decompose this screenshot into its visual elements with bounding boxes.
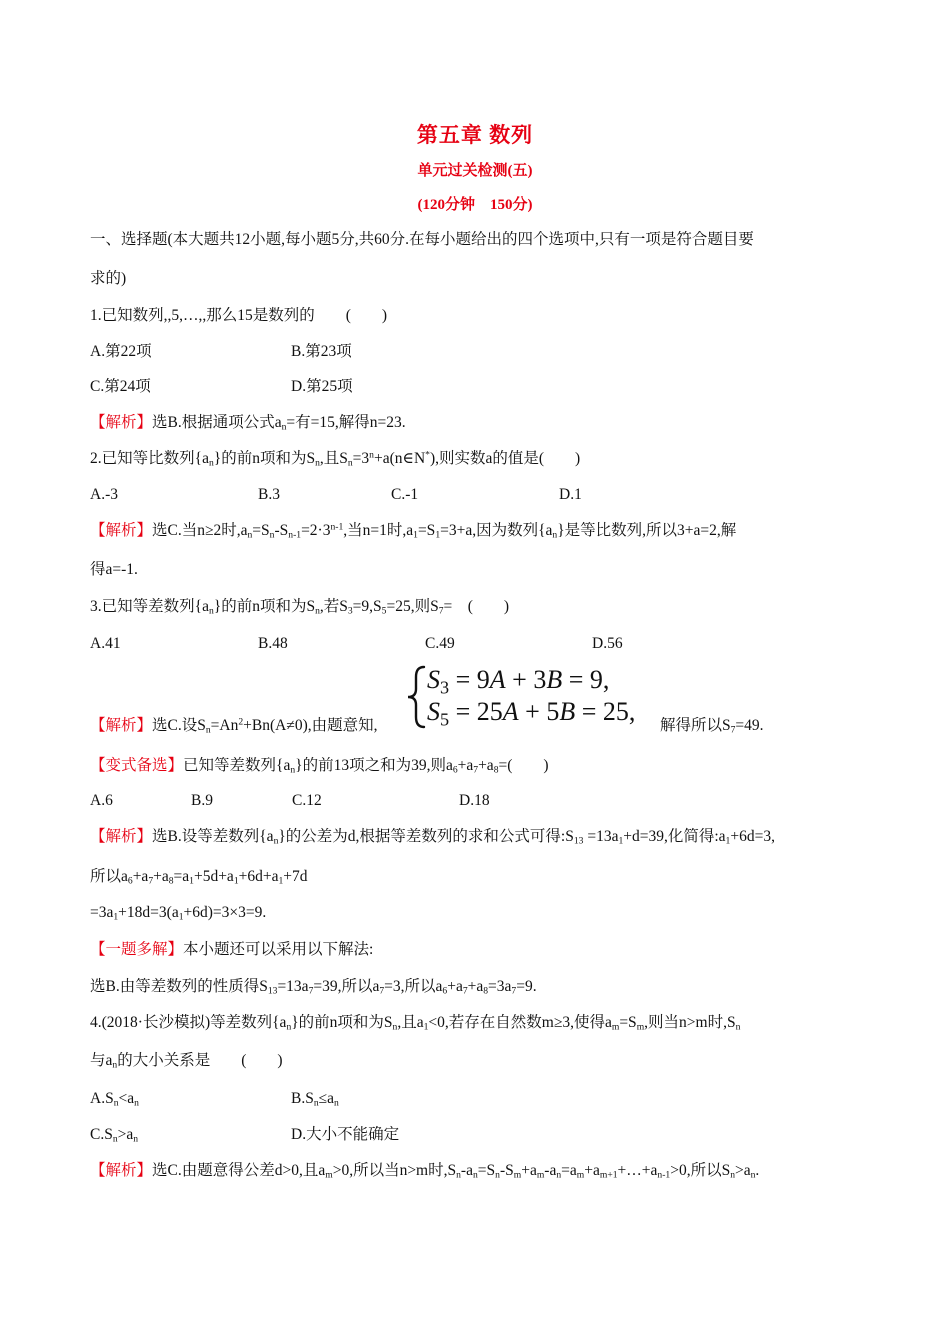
subscript: n: [313, 1097, 319, 1109]
subscript: n: [281, 421, 287, 433]
subscript: 1: [178, 911, 184, 923]
text-run: -a: [544, 1162, 557, 1179]
text-run: +a: [478, 757, 494, 774]
q3-option-d: D.56: [592, 635, 623, 652]
text-run: 选C.由题意得公差d>0,且a: [152, 1162, 326, 1179]
q4-solution: [90, 1161, 759, 1181]
section-label: 【解析】: [90, 1162, 153, 1179]
q3-stem: [90, 597, 509, 617]
q1-option-c: C.第24项: [90, 378, 151, 395]
text-run: 3.已知等差数列{a: [90, 598, 209, 615]
text-run: =S: [417, 522, 436, 539]
text-run: >a: [735, 1162, 751, 1179]
subscript: 1: [278, 875, 284, 887]
text-run: =9.: [516, 978, 537, 995]
text-run: >0,所以S: [670, 1162, 731, 1179]
subscript: 7: [379, 985, 385, 997]
text-run: ,若S: [319, 598, 348, 615]
text-run: +a: [132, 868, 149, 885]
subscript: 13: [267, 985, 278, 997]
q3-solution-tail: [660, 716, 764, 736]
alternative-label: [90, 940, 373, 960]
subscript: n: [347, 457, 353, 469]
q1-option-b: B.第23项: [291, 343, 352, 360]
subscript: 6: [442, 985, 448, 997]
q1-stem: 1.已知数列,,5,…,,那么15是数列的 ( ): [90, 307, 388, 324]
q1-option-a: A.第22项: [90, 343, 152, 360]
subscript: n: [315, 457, 320, 469]
text-run: }的前n项和为S: [213, 598, 316, 615]
text-run: ,则当n>m时,S: [644, 1014, 736, 1031]
subscript: 7: [511, 985, 517, 997]
superscript: 2: [238, 716, 244, 728]
q2-solution-line-1: [90, 521, 736, 541]
text-run: +5d+a: [193, 868, 234, 885]
text-run: ,且a: [397, 1014, 424, 1031]
subscript: n: [392, 1021, 398, 1033]
text-run: =13a: [583, 828, 619, 845]
subscript: m: [536, 1169, 545, 1181]
q2-option-d: D.1: [559, 486, 582, 503]
math-variable: B: [546, 665, 563, 694]
section-label: 【解析】: [90, 828, 153, 845]
subscript: n: [286, 1021, 292, 1033]
subscript: n: [208, 605, 214, 617]
subscript: 1: [725, 835, 731, 847]
math-variable: B: [559, 697, 576, 726]
subscript: m+1: [599, 1169, 618, 1181]
text-run: +6d)=3×3=9.: [183, 904, 267, 921]
subscript: 1: [413, 529, 418, 541]
text-run: }是等比数列,所以3+a=2,解: [557, 522, 737, 539]
text-run: A.S: [90, 1090, 114, 1107]
subscript: n: [208, 457, 214, 469]
text-run: =3: [352, 450, 370, 467]
text-run: +Bn(A≠0),由题意知,: [243, 717, 378, 734]
text-run: -S: [274, 522, 289, 539]
text-run: 选B.设等差数列{a: [152, 828, 274, 845]
subscript: 3: [347, 605, 353, 617]
subscript: n: [495, 1169, 500, 1181]
text-run: =25,则S: [386, 598, 439, 615]
text-run: ,当n=1时,a: [343, 522, 414, 539]
subscript: n: [205, 724, 211, 736]
subscript: n: [269, 529, 275, 541]
q4-option-b: [291, 1089, 339, 1109]
subscript: n: [456, 1169, 461, 1181]
subscript: 1: [423, 1021, 429, 1033]
q2-solution-line-2: 得a=-1.: [90, 561, 138, 578]
subscript: n: [750, 1169, 756, 1181]
subscript: 1: [435, 529, 441, 541]
q4-option-a: [90, 1089, 139, 1109]
subscript: n: [247, 529, 253, 541]
variant-option-c: C.12: [292, 792, 322, 809]
q4-stem-line-2: [90, 1051, 283, 1071]
text-run: = ( ): [443, 598, 510, 615]
text-run: +6d+a: [238, 868, 279, 885]
text-run: +a: [584, 1162, 600, 1179]
text-run: 选B.根据通项公式a: [152, 414, 282, 431]
text-run: =3a: [488, 978, 512, 995]
text-run: = 25,: [575, 697, 636, 726]
text-run: = 9,: [562, 665, 610, 694]
section-label: 【解析】: [90, 414, 153, 431]
subscript: n: [134, 1097, 139, 1109]
subscript: 7: [730, 724, 736, 736]
text-run: 与a: [90, 1052, 113, 1069]
text-run: 的大小关系是 ( ): [117, 1052, 283, 1069]
variant-option-b: B.9: [191, 792, 213, 809]
text-run: 选C.设S: [152, 717, 206, 734]
text-run: =S: [477, 1162, 496, 1179]
subscript: 6: [127, 875, 133, 887]
subscript: 7: [308, 985, 314, 997]
text-run: }的前13项之和为39,则a: [295, 757, 453, 774]
variant-solution-line-3: [90, 903, 266, 923]
text-run: <0,若存在自然数m≥3,使得a: [428, 1014, 612, 1031]
text-run: -a: [460, 1162, 473, 1179]
text-run: .: [755, 1162, 760, 1179]
text-run: }的前n项和为S: [291, 1014, 393, 1031]
text-run: 本小题还可以采用以下解法:: [183, 941, 374, 958]
text-run: +a(n∈N: [373, 450, 426, 467]
section-heading-line-1: 一、选择题(本大题共12小题,每小题5分,共60分.在每小题给出的四个选项中,只有一项是符合题目要: [90, 231, 754, 248]
text-run: =3a: [90, 904, 114, 921]
subscript: n: [472, 1169, 478, 1181]
text-run: =39,所以a: [313, 978, 380, 995]
subscript: n: [273, 835, 279, 847]
subscript: n: [112, 1059, 118, 1071]
q3-equation-1: [427, 664, 609, 696]
q3-option-b: B.48: [258, 635, 288, 652]
text-run: B.S: [291, 1090, 314, 1107]
subscript: 7: [462, 985, 468, 997]
text-run: + 3: [505, 665, 547, 694]
q2-option-b: B.3: [258, 486, 280, 503]
subscript: 8: [483, 985, 489, 997]
q2-option-a: A.-3: [90, 486, 118, 503]
math-variable: S: [427, 665, 440, 694]
subscript: n-1: [657, 1169, 671, 1181]
q3-equation-2: [427, 696, 635, 728]
text-run: }的前n项和为S: [213, 450, 316, 467]
text-run: 4.(2018·长沙模拟)等差数列{a: [90, 1014, 287, 1031]
text-run: +18d=3(a: [118, 904, 179, 921]
subscript: 6: [452, 764, 458, 776]
superscript: *: [425, 449, 430, 461]
subscript: n: [315, 605, 320, 617]
text-run: =( ): [498, 757, 549, 774]
text-run: =3,所以a: [384, 978, 443, 995]
subscript: 8: [168, 875, 174, 887]
subscript: 8: [493, 764, 499, 776]
text-run: <a: [118, 1090, 135, 1107]
text-run: =a: [173, 868, 190, 885]
q4-option-c: [90, 1125, 138, 1145]
variant-option-a: A.6: [90, 792, 113, 809]
subscript: n-1: [288, 529, 302, 541]
text-run: +a: [521, 1162, 537, 1179]
text-run: =S: [619, 1014, 637, 1031]
text-run: +7d: [283, 868, 308, 885]
section-heading-line-2: 求的): [90, 270, 127, 287]
q2-stem: [90, 449, 580, 469]
text-run: }的公差为d,根据等差数列的求和公式可得:S: [278, 828, 574, 845]
text-run: 选C.当n≥2时,a: [152, 522, 248, 539]
subscript: n: [112, 1133, 118, 1145]
text-run: =13a: [277, 978, 309, 995]
section-label: 【解析】: [90, 522, 153, 539]
q4-stem-line-1: [90, 1013, 740, 1033]
variant-solution-line-2: [90, 867, 308, 887]
section-label: 【解析】: [90, 717, 153, 734]
q3-option-a: A.41: [90, 635, 121, 652]
subscript: m: [325, 1169, 333, 1181]
subscript: m: [576, 1169, 585, 1181]
variant-stem: [90, 756, 549, 776]
subscript: n: [334, 1097, 339, 1109]
subscript: n: [133, 1133, 139, 1145]
variant-solution-line-1: [90, 827, 775, 847]
math-variable: A: [489, 665, 506, 694]
text-run: ,且S: [319, 450, 348, 467]
subscript: m: [513, 1169, 522, 1181]
superscript: n-1: [330, 521, 344, 533]
text-run: =9,S: [352, 598, 382, 615]
text-run: +a: [457, 757, 474, 774]
text-run: =49.: [735, 717, 764, 734]
subscript: 7: [148, 875, 154, 887]
text-run: = 9: [449, 665, 490, 694]
subscript: m: [611, 1021, 620, 1033]
text-run: +6d=3,: [730, 828, 775, 845]
math-variable: A: [502, 697, 519, 726]
q2-option-c: C.-1: [391, 486, 419, 503]
text-run: =a: [561, 1162, 577, 1179]
subscript: n: [113, 1097, 119, 1109]
subscript: n: [730, 1169, 735, 1181]
subscript: 5: [440, 709, 450, 730]
text-run: =S: [252, 522, 270, 539]
text-run: ),则实数a的值是( ): [429, 450, 581, 467]
text-run: 选B.由等差数列的性质得S: [90, 978, 268, 995]
alternative-solution-text: [90, 977, 537, 997]
subscript: n: [290, 764, 296, 776]
subscript: n: [735, 1021, 741, 1033]
q1-solution: [90, 413, 406, 433]
subscript: 1: [618, 835, 624, 847]
subscript: n: [556, 1169, 562, 1181]
text-run: +a: [153, 868, 169, 885]
text-run: + 5: [518, 697, 560, 726]
text-run: -S: [499, 1162, 514, 1179]
section-label: 【一题多解】: [90, 941, 184, 958]
subscript: n: [552, 529, 558, 541]
unit-title: 单元过关检测(五): [417, 163, 533, 179]
variant-option-d: D.18: [459, 792, 490, 809]
text-run: >a: [117, 1126, 134, 1143]
q3-option-c: C.49: [425, 635, 455, 652]
subscript: 5: [381, 605, 387, 617]
text-run: 所以a: [90, 868, 128, 885]
superscript: n: [369, 449, 374, 461]
text-run: =2·3: [301, 522, 331, 539]
subscript: 1: [113, 911, 119, 923]
chapter-title: 第五章 数列: [416, 123, 534, 147]
subscript: 13: [573, 835, 584, 847]
q1-option-d: D.第25项: [291, 378, 353, 395]
subscript: 7: [473, 764, 479, 776]
section-label: 【变式备选】: [90, 757, 184, 774]
time-score: (120分钟 150分): [417, 197, 533, 213]
text-run: 2.已知等比数列{a: [90, 450, 209, 467]
subscript: m: [636, 1021, 645, 1033]
text-run: =有=15,解得n=23.: [286, 414, 406, 431]
text-run: +…+a: [617, 1162, 658, 1179]
text-run: = 25: [449, 697, 503, 726]
text-run: +d=39,化简得:a: [623, 828, 726, 845]
text-run: =An: [210, 717, 239, 734]
text-run: >0,所以当n>m时,S: [332, 1162, 457, 1179]
text-run: =3+a,因为数列{a: [440, 522, 553, 539]
math-variable: S: [427, 697, 440, 726]
q3-solution-lead: [90, 716, 378, 736]
subscript: 1: [233, 875, 239, 887]
text-run: +a: [447, 978, 463, 995]
text-run: C.S: [90, 1126, 113, 1143]
subscript: 1: [189, 875, 194, 887]
text-run: 已知等差数列{a: [183, 757, 291, 774]
subscript: 7: [438, 605, 444, 617]
text-run: ≤a: [318, 1090, 335, 1107]
q4-option-d: D.大小不能确定: [291, 1126, 400, 1143]
subscript: 3: [440, 677, 450, 698]
text-run: +a: [467, 978, 484, 995]
text-run: 解得所以S: [660, 717, 731, 734]
equation-brace-icon: [405, 665, 427, 729]
